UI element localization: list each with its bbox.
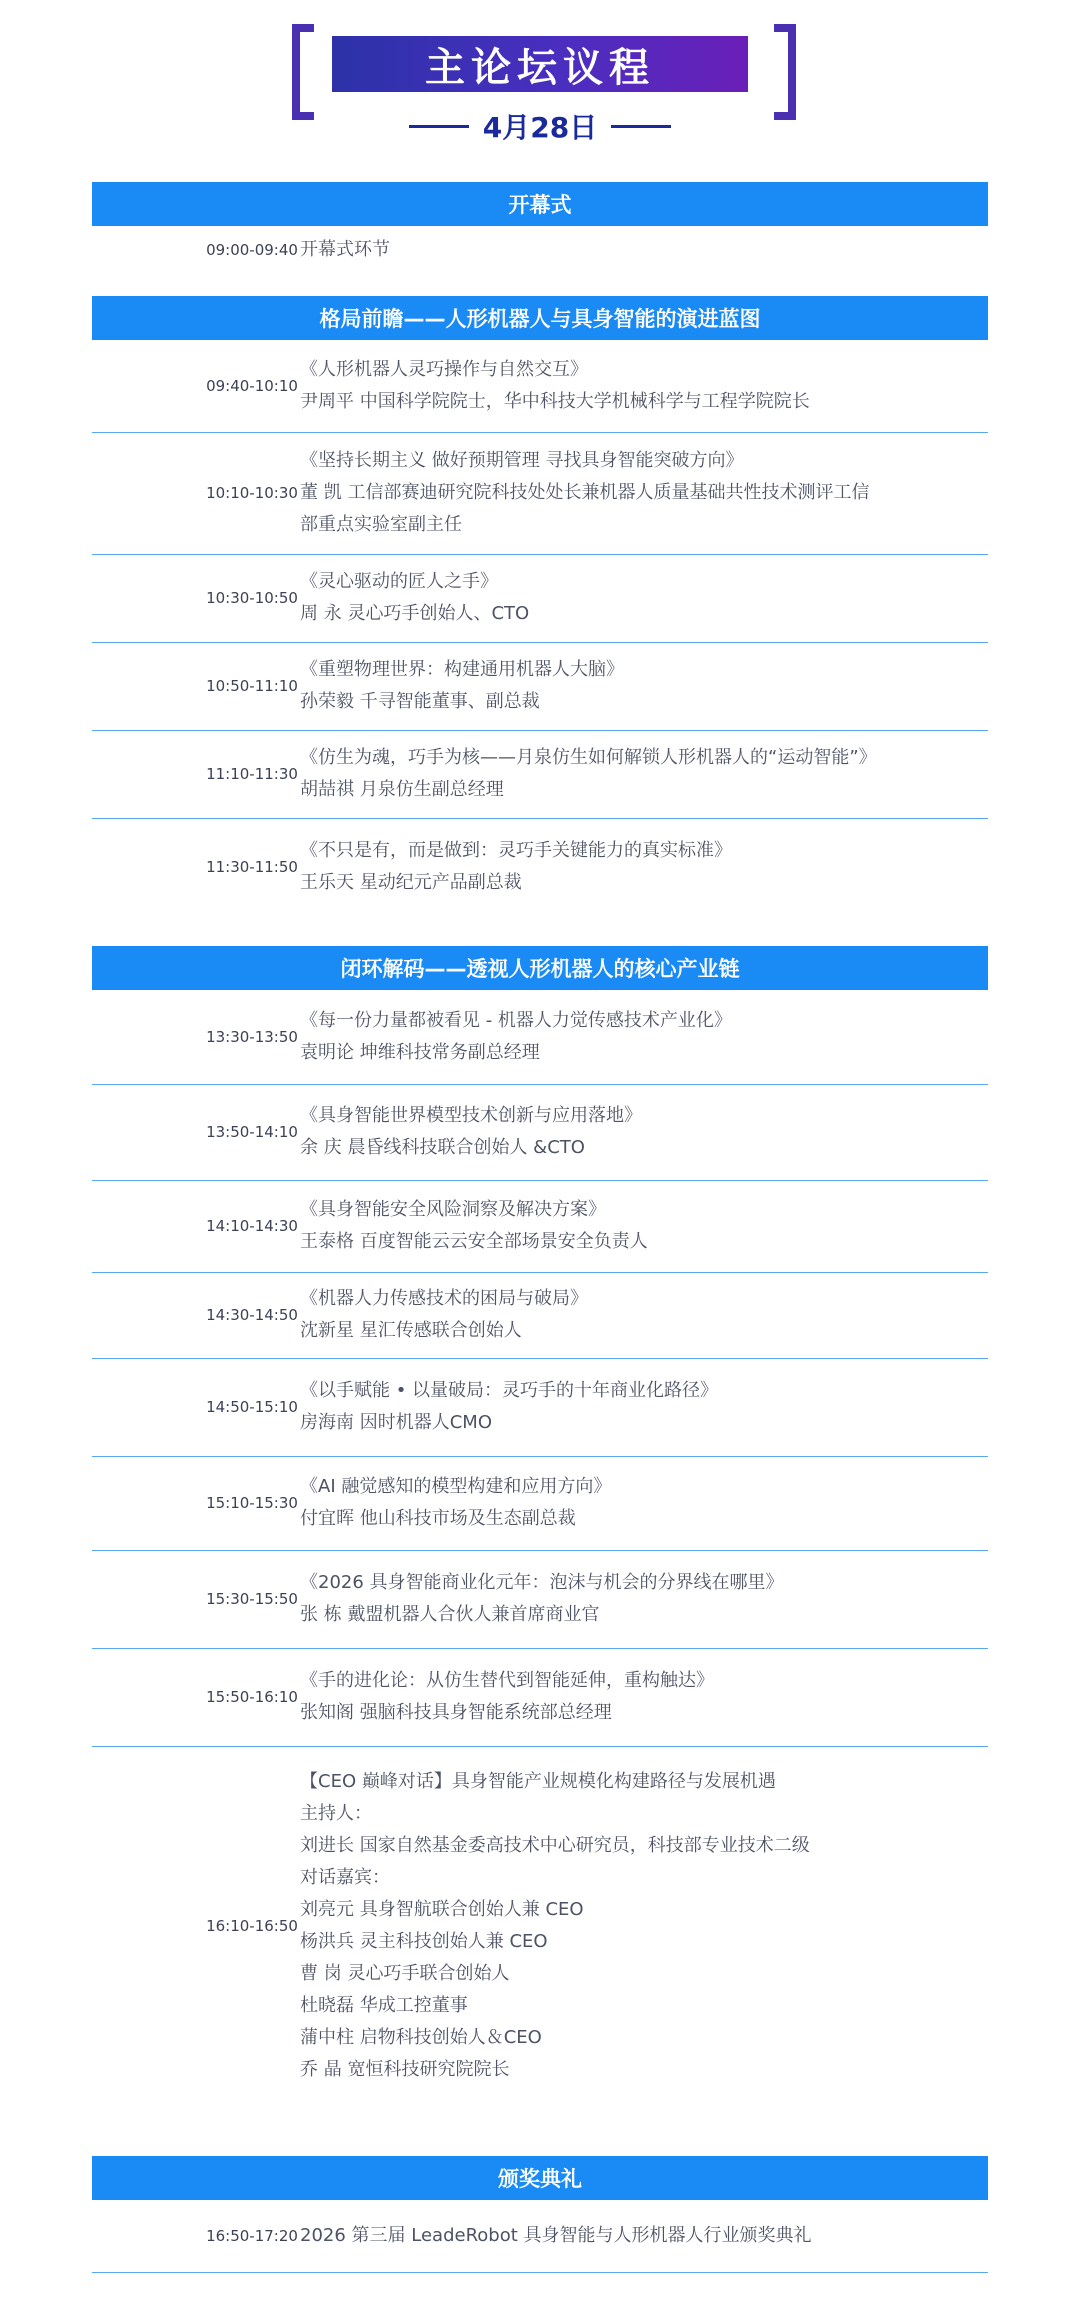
session-line: 周 永 灵心巧手创始人、CTO <box>300 603 530 624</box>
session-line: 董 凯 工信部赛迪研究院科技处处长兼机器人质量基础共性技术测评工信 <box>300 482 870 503</box>
session-line: 杨洪兵 灵主科技创始人兼 CEO <box>300 1931 548 1952</box>
agenda-row <box>92 1746 988 2106</box>
session-time: 13:30-13:50 <box>206 1028 298 1046</box>
session-line: 《灵心驱动的匠人之手》 <box>300 571 498 592</box>
session-time: 10:10-10:30 <box>206 484 298 502</box>
session-content <box>300 2220 812 2252</box>
session-line: 尹周平 中国科学院院士，华中科技大学机械科学与工程学院院长 <box>300 391 810 412</box>
session-line: 付宜晖 他山科技市场及生态副总裁 <box>300 1508 576 1529</box>
session-line: 刘进长 国家自然基金委高技术中心研究员，科技部专业技术二级 <box>300 1835 810 1856</box>
session-content <box>300 445 869 541</box>
section-header: 格局前瞻——人形机器人与具身智能的演进蓝图 <box>92 296 988 340</box>
session-time: 16:10-16:50 <box>206 1917 298 1935</box>
agenda-row <box>92 730 988 819</box>
agenda-row <box>92 1272 988 1359</box>
session-line: 《人形机器人灵巧操作与自然交互》 <box>300 359 588 380</box>
agenda-row <box>92 1084 988 1181</box>
session-time: 16:50-17:20 <box>206 2227 298 2245</box>
agenda-row <box>92 642 988 731</box>
session-line: 乔 晶 宽恒科技研究院院长 <box>300 2059 510 2080</box>
session-content <box>300 742 877 806</box>
session-line: 《不只是有，而是做到：灵巧手关键能力的真实标准》 <box>300 840 732 861</box>
agenda-row <box>92 818 988 916</box>
session-line: 袁明论 坤维科技常务副总经理 <box>300 1042 540 1063</box>
session-line: 王乐天 星动纪元产品副总裁 <box>300 872 522 893</box>
agenda-row <box>92 1456 988 1551</box>
session-time: 13:50-14:10 <box>206 1123 298 1141</box>
session-line: 《AI 融觉感知的模型构建和应用方向》 <box>300 1476 612 1497</box>
session-content <box>300 1665 714 1729</box>
session-content <box>300 566 529 630</box>
session-line: 王泰格 百度智能云云安全部场景安全负责人 <box>300 1231 648 1252</box>
session-line: 张 栋 戴盟机器人合伙人兼首席商业官 <box>300 1604 600 1625</box>
session-line: 蒲中柱 启物科技创始人＆CEO <box>300 2027 542 2048</box>
session-line: 《以手赋能 • 以量破局：灵巧手的十年商业化路径》 <box>300 1380 719 1401</box>
session-line: 部重点实验室副主任 <box>300 514 462 535</box>
session-line: 房海南 因时机器人CMO <box>300 1412 492 1433</box>
session-time: 14:10-14:30 <box>206 1217 298 1235</box>
title-banner <box>332 36 748 92</box>
session-line: 《手的进化论：从仿生替代到智能延伸，重构触达》 <box>300 1670 714 1691</box>
session-line: 《机器人力传感技术的困局与破局》 <box>300 1288 588 1309</box>
agenda-row <box>92 990 988 1085</box>
session-line: 开幕式环节 <box>300 239 390 260</box>
session-line: 余 庆 晨昏线科技联合创始人 &CTO <box>300 1137 585 1158</box>
session-content <box>300 835 732 899</box>
section-header: 闭环解码——透视人形机器人的核心产业链 <box>92 946 988 990</box>
agenda-row <box>92 554 988 643</box>
session-content <box>300 1283 588 1347</box>
session-content <box>300 654 624 718</box>
session-content <box>300 1471 611 1535</box>
session-content <box>300 1567 784 1631</box>
session-line: 《仿生为魂，巧手为核——月泉仿生如何解锁人形机器人的“运动智能”》 <box>300 747 877 768</box>
session-content <box>300 1375 718 1439</box>
session-content <box>300 1194 648 1258</box>
agenda-row <box>92 1648 988 1747</box>
session-time: 10:50-11:10 <box>206 677 298 695</box>
session-time: 15:50-16:10 <box>206 1688 298 1706</box>
session-time: 09:00-09:40 <box>206 241 298 259</box>
agenda-row <box>92 1358 988 1457</box>
agenda-row <box>92 1550 988 1649</box>
section-header: 颁奖典礼 <box>92 2156 988 2200</box>
section-header: 开幕式 <box>92 182 988 226</box>
page-date: 4月28日 <box>482 111 598 144</box>
page-title: 主论坛议程 <box>425 44 655 91</box>
session-time: 14:50-15:10 <box>206 1398 298 1416</box>
session-line: 对话嘉宾： <box>300 1867 390 1888</box>
session-time: 14:30-14:50 <box>206 1306 298 1324</box>
session-line: 《坚持长期主义 做好预期管理 寻找具身智能突破方向》 <box>300 450 744 471</box>
session-line: 《具身智能世界模型技术创新与应用落地》 <box>300 1105 642 1126</box>
session-line: 主持人： <box>300 1803 372 1824</box>
session-content <box>300 354 810 418</box>
session-time: 09:40-10:10 <box>206 377 298 395</box>
agenda-row <box>92 226 988 274</box>
session-line: 2026 第三届 LeadeRobot 具身智能与人形机器人行业颁奖典礼 <box>300 2225 812 2246</box>
session-line: 杜晓磊 华成工控董事 <box>300 1995 468 2016</box>
session-line: 曹 岗 灵心巧手联合创始人 <box>300 1963 510 1984</box>
date-right-line <box>611 125 671 128</box>
session-content <box>300 1100 642 1164</box>
page-header <box>0 18 1080 148</box>
session-content <box>300 1766 810 2086</box>
session-line: 孙荣毅 千寻智能董事、副总裁 <box>300 691 540 712</box>
agenda-row <box>92 1180 988 1273</box>
session-line: 沈新星 星汇传感联合创始人 <box>300 1320 522 1341</box>
session-line: 【CEO 巅峰对话】具身智能产业规模化构建路径与发展机遇 <box>300 1771 776 1792</box>
session-time: 15:30-15:50 <box>206 1590 298 1608</box>
agenda-row <box>92 340 988 433</box>
date-left-line <box>409 125 469 128</box>
agenda-row <box>92 432 988 555</box>
session-content <box>300 1005 732 1069</box>
session-time: 11:30-11:50 <box>206 858 298 876</box>
session-time: 10:30-10:50 <box>206 589 298 607</box>
session-line: 《具身智能安全风险洞察及解决方案》 <box>300 1199 606 1220</box>
session-line: 刘亮元 具身智航联合创始人兼 CEO <box>300 1899 584 1920</box>
session-line: 张知阁 强脑科技具身智能系统部总经理 <box>300 1702 612 1723</box>
session-line: 《2026 具身智能商业化元年：泡沫与机会的分界线在哪里》 <box>300 1572 784 1593</box>
session-line: 《重塑物理世界：构建通用机器人大脑》 <box>300 659 624 680</box>
session-time: 15:10-15:30 <box>206 1494 298 1512</box>
session-line: 《每一份力量都被看见 - 机器人力觉传感技术产业化》 <box>300 1010 732 1031</box>
session-time: 11:10-11:30 <box>206 765 298 783</box>
session-line: 胡喆祺 月泉仿生副总经理 <box>300 779 504 800</box>
session-content <box>300 234 390 266</box>
date-row <box>0 106 1080 146</box>
agenda-row <box>92 2200 988 2273</box>
